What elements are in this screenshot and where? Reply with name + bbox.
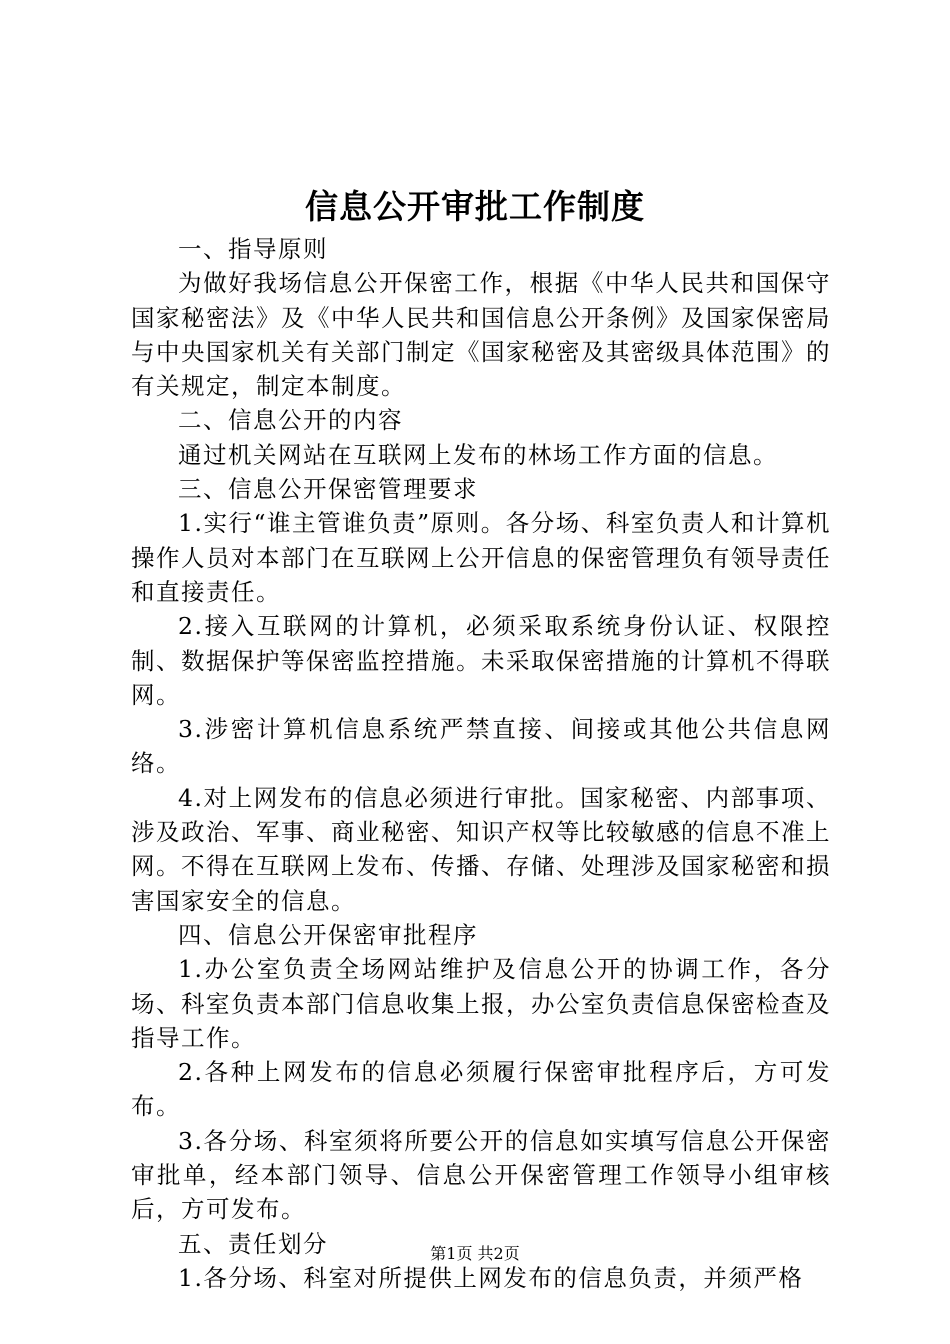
section-heading-management-requirements: 三、信息公开保密管理要求 — [178, 475, 478, 504]
section-heading-responsibility: 五、责任划分 — [178, 1229, 328, 1258]
paragraph-requirement-1: 1.实行“谁主管谁负责”原则。各分场、科室负责人和计算机操作人员对本部门在互联网上公开信息的保密管理负有领导责任和直接责任。 — [131, 509, 831, 606]
section-heading-approval-procedure: 四、信息公开保密审批程序 — [178, 920, 478, 949]
paragraph-content-scope: 通过机关网站在互联网上发布的林场工作方面的信息。 — [178, 440, 778, 469]
paragraph-procedure-3: 3.各分场、科室须将所要公开的信息如实填写信息公开保密审批单，经本部门领导、信息公开保密管理工作领导小组审核后，方可发布。 — [131, 1126, 831, 1224]
paragraph-requirement-3: 3.涉密计算机信息系统严禁直接、间接或其他公共信息网络。 — [131, 715, 831, 778]
section-heading-guiding-principles: 一、指导原则 — [178, 235, 328, 263]
paragraph-procedure-2: 2.各种上网发布的信息必须履行保密审批程序后，方可发布。 — [131, 1058, 831, 1121]
paragraph-responsibility-1: 1.各分场、科室对所提供上网发布的信息负责，并须严格 — [178, 1263, 804, 1292]
document-title: 信息公开审批工作制度 — [305, 187, 645, 226]
section-heading-content: 二、信息公开的内容 — [178, 406, 403, 435]
paragraph-requirement-2: 2.接入互联网的计算机，必须采取系统身份认证、权限控制、数据保护等保密监控措施。未采取保密措施的计算机不得联网。 — [131, 612, 831, 709]
paragraph-purpose: 为做好我场信息公开保密工作，根据《中华人民共和国保守国家秘密法》及《中华人民共和国信息公开条例》及国家保密局与中央国家机关有关部门制定《国家秘密及其密级具体范围》的有关规定，制定本制度。 — [131, 269, 831, 401]
page-number-footer: 第1页 共2页 — [430, 1244, 520, 1263]
paragraph-requirement-4: 4.对上网发布的信息必须进行审批。国家秘密、内部事项、涉及政治、军事、商业秘密、知识产权等比较敏感的信息不准上网。不得在互联网上发布、传播、存储、处理涉及国家秘密和损害国家安全的信息。 — [131, 783, 831, 915]
document-body — [131, 232, 831, 1295]
paragraph-procedure-1: 1.办公室负责全场网站维护及信息公开的协调工作，各分场、科室负责本部门信息收集上报，办公室负责信息保密检查及指导工作。 — [131, 955, 831, 1052]
